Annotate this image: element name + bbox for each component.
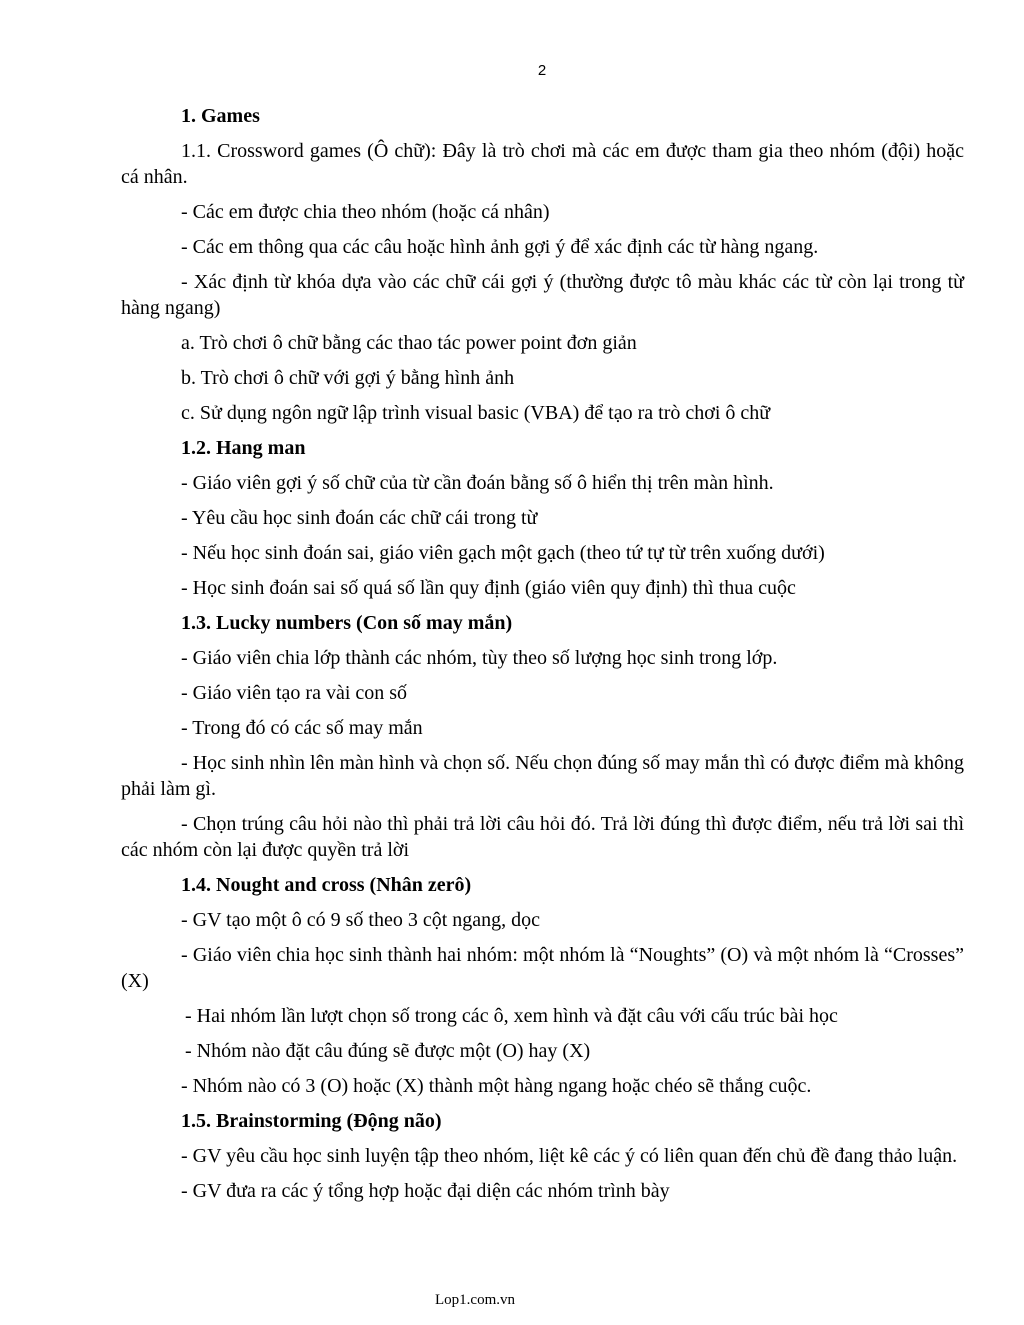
paragraph: - Học sinh nhìn lên màn hình và chọn số. Nếu chọn đúng số may mắn thì có được điểm mà không phải làm gì. (121, 752, 964, 800)
paragraph: - Giáo viên chia lớp thành các nhóm, tùy theo số lượng học sinh trong lớp. (181, 647, 778, 669)
paragraph: a. Trò chơi ô chữ bằng các thao tác power point đơn giản (181, 332, 637, 354)
paragraph: - Yêu cầu học sinh đoán các chữ cái trong từ (181, 507, 538, 529)
section-heading: 1.3. Lucky numbers (Con số may mắn) (181, 612, 513, 634)
paragraph: - Trong đó có các số may mắn (181, 717, 423, 739)
page-footer: Lop1.com.vn (435, 1292, 515, 1308)
paragraph: - GV đưa ra các ý tổng hợp hoặc đại diện các nhóm trình bày (181, 1180, 670, 1202)
paragraph: - Giáo viên gợi ý số chữ của từ cần đoán bằng số ô hiển thị trên màn hình. (181, 472, 774, 494)
paragraph: - Nếu học sinh đoán sai, giáo viên gạch một gạch (theo tứ tự từ trên xuống dưới) (181, 542, 825, 564)
paragraph: - Học sinh đoán sai số quá số lần quy định (giáo viên quy định) thì thua cuộc (181, 577, 796, 599)
paragraph: - Xác định từ khóa dựa vào các chữ cái gợi ý (thường được tô màu khác các từ còn lại trong từ hàng ngang) (121, 271, 964, 319)
paragraph: - Các em thông qua các câu hoặc hình ảnh gợi ý để xác định các từ hàng ngang. (181, 236, 819, 258)
paragraph: - GV yêu cầu học sinh luyện tập theo nhóm, liệt kê các ý có liên quan đến chủ đề đang thảo luận. (181, 1145, 958, 1167)
paragraph: 1.1. Crossword games (Ô chữ): Đây là trò chơi mà các em được tham gia theo nhóm (đội) hoặc cá nhân. (121, 140, 964, 188)
paragraph: c. Sử dụng ngôn ngữ lập trình visual basic (VBA) để tạo ra trò chơi ô chữ (181, 402, 771, 424)
paragraph: - Các em được chia theo nhóm (hoặc cá nhân) (181, 201, 550, 223)
section-heading: 1.2. Hang man (181, 437, 306, 459)
section-heading: 1.5. Brainstorming (Động não) (181, 1110, 442, 1132)
paragraph: - Nhóm nào có 3 (O) hoặc (X) thành một hàng ngang hoặc chéo sẽ thắng cuộc. (181, 1075, 812, 1097)
paragraph: - Nhóm nào đặt câu đúng sẽ được một (O) hay (X) (185, 1040, 591, 1062)
paragraph: b. Trò chơi ô chữ với gợi ý bằng hình ảnh (181, 367, 515, 389)
paragraph: - Giáo viên tạo ra vài con số (181, 682, 408, 704)
section-heading: 1. Games (181, 105, 260, 127)
paragraph: - GV tạo một ô có 9 số theo 3 cột ngang, dọc (181, 909, 541, 931)
page-number: 2 (537, 62, 547, 79)
paragraph: - Chọn trúng câu hỏi nào thì phải trả lời câu hỏi đó. Trả lời đúng thì được điểm, nếu trả lời sai thì các nhóm còn lại được quyền trả lời (121, 813, 964, 861)
paragraph: - Giáo viên chia học sinh thành hai nhóm: một nhóm là “Noughts” (O) và một nhóm là “Crosses” (X) (121, 944, 964, 992)
document-body (121, 103, 964, 1213)
paragraph: - Hai nhóm lần lượt chọn số trong các ô, xem hình và đặt câu với cấu trúc bài học (185, 1005, 838, 1027)
section-heading: 1.4. Nought and cross (Nhân zerô) (181, 874, 472, 896)
